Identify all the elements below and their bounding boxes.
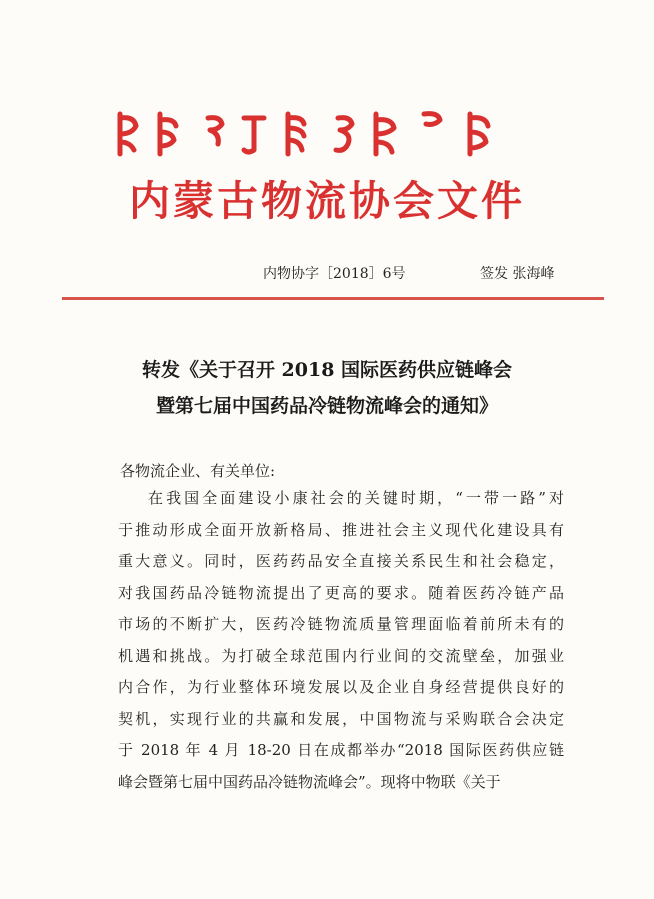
body-line: 于推动形成全面开放新格局、推进社会主义现代化建设具有 [118, 520, 564, 539]
body-line: 在我国全面建设小康社会的关键时期，“一带一路”对 [148, 489, 564, 507]
org-name-title: 内蒙古物流协会文件 [129, 177, 525, 225]
body-line: 重大意义。同时，医药药品安全直接关系民生和社会稳定， [118, 552, 564, 570]
document-number: 内物协字［2018］6号 [263, 266, 406, 282]
body-line: 对我国药品冷链物流提出了更高的要求。随着医药冷链产品 [118, 583, 564, 602]
body-line: 市场的不断扩大，医药冷链物流质量管理面临着前所未有的 [118, 615, 564, 633]
body-line: 内合作，为行业整体环境发展以及企业自身经营提供良好的 [118, 678, 564, 696]
signer: 签发 张海峰 [480, 266, 555, 282]
document-title [0, 352, 654, 424]
body-paragraph [118, 483, 564, 798]
title-line-1: 转发《关于召开 2018 国际医药供应链峰会 [141, 359, 513, 381]
header-divider [62, 297, 604, 300]
body-line: 峰会暨第七届中国药品冷链物流峰会”。现将中物联《关于 [118, 772, 501, 791]
salutation: 各物流企业、有关单位: [120, 462, 276, 480]
mongolian-script-heading [108, 104, 548, 162]
body-line: 机遇和挑战。为打破全球范围内行业间的交流壁垒，加强业 [118, 646, 564, 665]
body-line: 契机，实现行业的共赢和发展，中国物流与采购联合会决定 [118, 709, 564, 728]
title-line-2: 暨第七届中国药品冷链物流峰会的通知》 [155, 395, 498, 417]
body-line: 于 2018 年 4 月 18-20 日在成都举办“2018 国际医药供应链 [118, 741, 564, 759]
